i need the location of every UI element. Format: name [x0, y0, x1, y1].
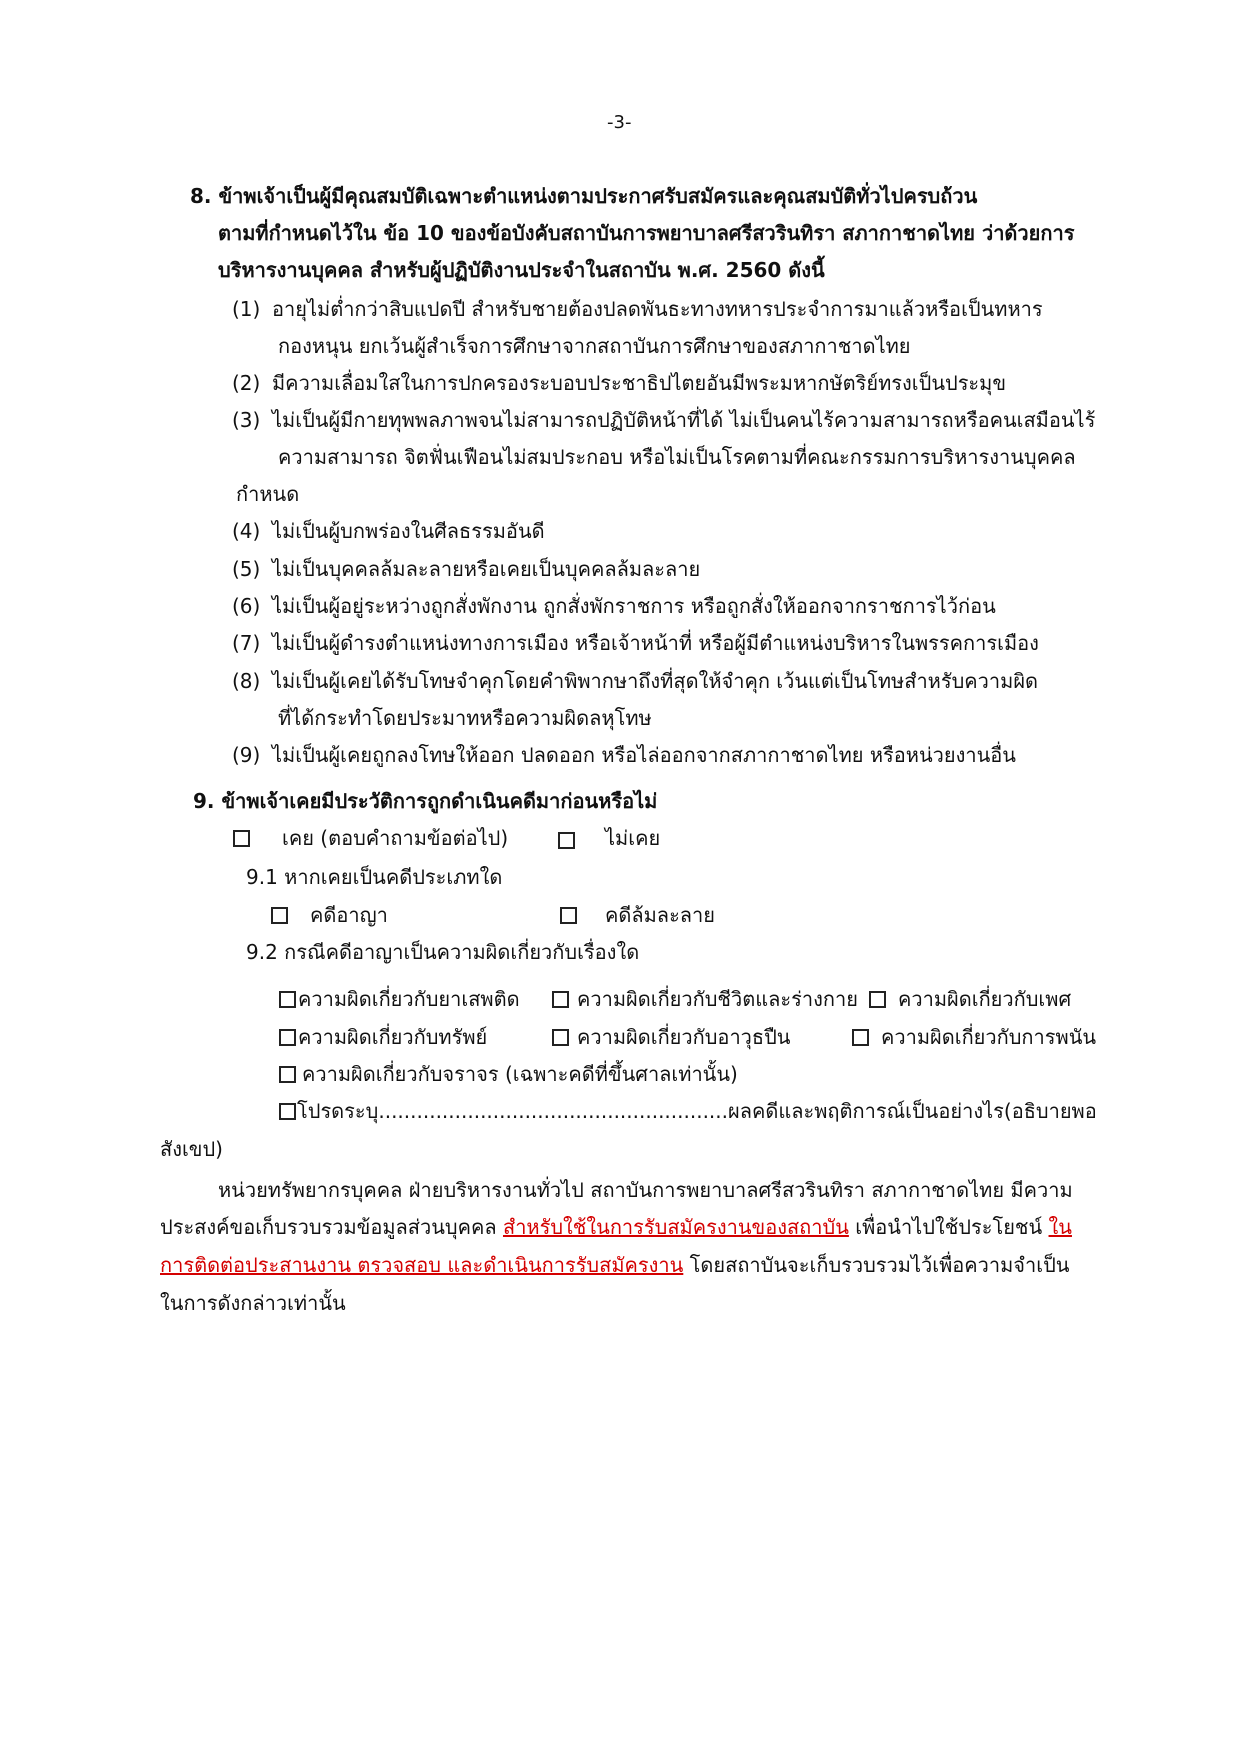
item-text: ไม่เป็นผู้อยู่ระหว่างถูกสั่งพักงาน ถูกสั่งพักราชการ หรือถูกสั่งให้ออกจากราชการไว้ก่อน — [272, 594, 996, 618]
checkbox-gambling[interactable] — [852, 1029, 869, 1046]
item-text: ไม่เป็นผู้เคยถูกลงโทษให้ออก ปลดออก หรือไล่ออกจากสภากาชาดไทย หรือหน่วยงานอื่น — [272, 743, 1016, 767]
option-criminal-label: คดีอาญา — [310, 903, 388, 927]
privacy-use-link-cont[interactable]: การติดต่อประสานงาน ตรวจสอบ และดำเนินการรับสมัครงาน — [160, 1253, 684, 1277]
item-number: (1) — [232, 297, 261, 321]
item-number: (3) — [232, 408, 261, 432]
option-sexual[interactable] — [869, 985, 1071, 1013]
option-firearms[interactable] — [552, 1023, 790, 1051]
item-number: (4) — [232, 519, 261, 543]
privacy-text: โดยสถาบันจะเก็บรวบรวมไว้เพื่อความจำเป็น — [683, 1253, 1070, 1277]
option-sexual-label: ความผิดเกี่ยวกับเพศ — [898, 987, 1072, 1011]
privacy-text: เพื่อนำไปใช้ประโยชน์ — [848, 1215, 1049, 1239]
option-drugs-label: ความผิดเกี่ยวกับยาเสพติด — [298, 987, 520, 1011]
option-yes-label: เคย (ตอบคำถามข้อต่อไป) — [282, 826, 509, 850]
option-bankruptcy-label: คดีล้มละลาย — [605, 903, 716, 927]
option-gambling-label: ความผิดเกี่ยวกับการพนัน — [881, 1025, 1097, 1049]
item-text: ไม่เป็นผู้ดำรงตำแหน่งทางการเมือง หรือเจ้าหน้าที่ หรือผู้มีตำแหน่งบริหารในพรรคการเมือง — [272, 631, 1039, 655]
item-text: กองหนุน ยกเว้นผู้สำเร็จการศึกษาจากสถาบันการศึกษาของสภากาชาดไทย — [278, 334, 911, 358]
option-life-body[interactable] — [552, 985, 858, 1013]
option-traffic[interactable] — [279, 1060, 738, 1088]
option-specify[interactable] — [279, 1097, 1097, 1125]
option-yes[interactable] — [233, 824, 508, 852]
checkbox-firearms[interactable] — [552, 1029, 569, 1046]
option-bankruptcy[interactable] — [560, 901, 715, 929]
item-text: ไม่เป็นบุคคลล้มละลายหรือเคยเป็นบุคคลล้มละลาย — [272, 557, 701, 581]
item-number: (5) — [232, 557, 261, 581]
section8-heading-line3: บริหารงานบุคคล สำหรับผู้ปฏิบัติงานประจำในสถาบัน พ.ศ. 2560 ดังนี้ — [218, 258, 825, 282]
option-property-label: ความผิดเกี่ยวกับทรัพย์ — [298, 1025, 488, 1049]
item-number: (2) — [232, 371, 261, 395]
checkbox-drugs[interactable] — [279, 991, 296, 1008]
privacy-text: ประสงค์ขอเก็บรวบรวมข้อมูลส่วนบุคคล — [160, 1215, 503, 1239]
item-text: กำหนด — [236, 482, 300, 506]
checkbox-specify[interactable] — [279, 1103, 296, 1120]
checkbox-criminal[interactable] — [271, 907, 288, 924]
item-text: ไม่เป็นผู้มีกายทุพพลภาพจนไม่สามารถปฏิบัติหน้าที่ได้ ไม่เป็นคนไร้ความสามารถหรือคนเสมือนไร้ — [272, 408, 1096, 432]
checkbox-traffic[interactable] — [279, 1066, 296, 1083]
item-text: มีความเลื่อมใสในการปกครองระบอบประชาธิปไตยอันมีพระมหากษัตริย์ทรงเป็นประมุข — [272, 371, 1007, 395]
item-number: (6) — [232, 594, 261, 618]
question-9-1: 9.1 หากเคยเป็นคดีประเภทใด — [246, 865, 503, 889]
checkbox-sexual[interactable] — [869, 991, 886, 1008]
option-traffic-label: ความผิดเกี่ยวกับจราจร (เฉพาะคดีที่ขึ้นศาลเท่านั้น) — [302, 1062, 738, 1086]
question-9-2: 9.2 กรณีคดีอาญาเป็นความผิดเกี่ยวกับเรื่องใด — [246, 940, 640, 964]
item-number: (9) — [232, 743, 261, 767]
item-text: ไม่เป็นผู้เคยได้รับโทษจำคุกโดยคำพิพากษาถึงที่สุดให้จำคุก เว้นแต่เป็นโทษสำหรับความผิด — [272, 669, 1039, 693]
checkbox-no[interactable] — [558, 832, 575, 849]
checkbox-life-body[interactable] — [552, 991, 569, 1008]
checkbox-property[interactable] — [279, 1029, 296, 1046]
option-life-body-label: ความผิดเกี่ยวกับชีวิตและร่างกาย — [577, 987, 858, 1011]
item-text: ที่ได้กระทำโดยประมาทหรือความผิดลหุโทษ — [278, 706, 652, 730]
specify-continuation: สังเขป) — [160, 1137, 223, 1161]
checkbox-bankruptcy[interactable] — [560, 907, 577, 924]
checkbox-yes[interactable] — [233, 830, 250, 847]
privacy-purpose-link[interactable]: สำหรับใช้ในการรับสมัครงานของสถาบัน — [502, 1215, 849, 1239]
option-drugs[interactable] — [279, 985, 520, 1013]
section8-heading-line2: ตามที่กำหนดไว้ใน ข้อ 10 ของข้อบังคับสถาบันการพยาบาลศรีสวรินทิรา สภากาชาดไทย ว่าด้วยการ — [218, 221, 1075, 245]
privacy-use-link[interactable]: ใน — [1048, 1215, 1072, 1239]
section9-heading: 9. ข้าพเจ้าเคยมีประวัติการถูกดำเนินคดีมาก่อนหรือไม่ — [193, 789, 658, 813]
item-number: (7) — [232, 631, 261, 655]
option-property[interactable] — [279, 1023, 487, 1051]
option-no[interactable] — [558, 826, 660, 854]
privacy-line2 — [160, 1213, 1072, 1241]
item-text: ความสามารถ จิตฟั่นเฟือนไม่สมประกอบ หรือไม่เป็นโรคตามที่คณะกรรมการบริหารงานบุคคล — [278, 445, 1076, 469]
option-specify-label: โปรดระบุ.......................................................ผลคดีและพฤติการณ์เป็นอย่างไร(อธิบายพอ — [297, 1099, 1097, 1123]
option-no-label: ไม่เคย — [605, 826, 661, 850]
item-text: ไม่เป็นผู้บกพร่องในศีลธรรมอันดี — [272, 519, 545, 543]
section8-heading-line1: 8. ข้าพเจ้าเป็นผู้มีคุณสมบัติเฉพาะตำแหน่งตามประกาศรับสมัครและคุณสมบัติทั่วไปครบถ้วน — [190, 184, 978, 208]
option-firearms-label: ความผิดเกี่ยวกับอาวุธปืน — [577, 1025, 791, 1049]
privacy-line3 — [160, 1251, 1069, 1279]
page-number: -3- — [607, 112, 632, 133]
privacy-line4: ในการดังกล่าวเท่านั้น — [160, 1291, 346, 1315]
option-criminal[interactable] — [271, 901, 388, 929]
item-number: (8) — [232, 669, 261, 693]
item-text: อายุไม่ต่ำกว่าสิบแปดปี สำหรับชายต้องปลดพันธะทางทหารประจำการมาแล้วหรือเป็นทหาร — [272, 297, 1043, 321]
option-gambling[interactable] — [852, 1023, 1096, 1051]
privacy-line1: หน่วยทรัพยากรบุคคล ฝ่ายบริหารงานทั่วไป สถาบันการพยาบาลศรีสวรินทิรา สภากาชาดไทย มีความ — [218, 1178, 1073, 1202]
